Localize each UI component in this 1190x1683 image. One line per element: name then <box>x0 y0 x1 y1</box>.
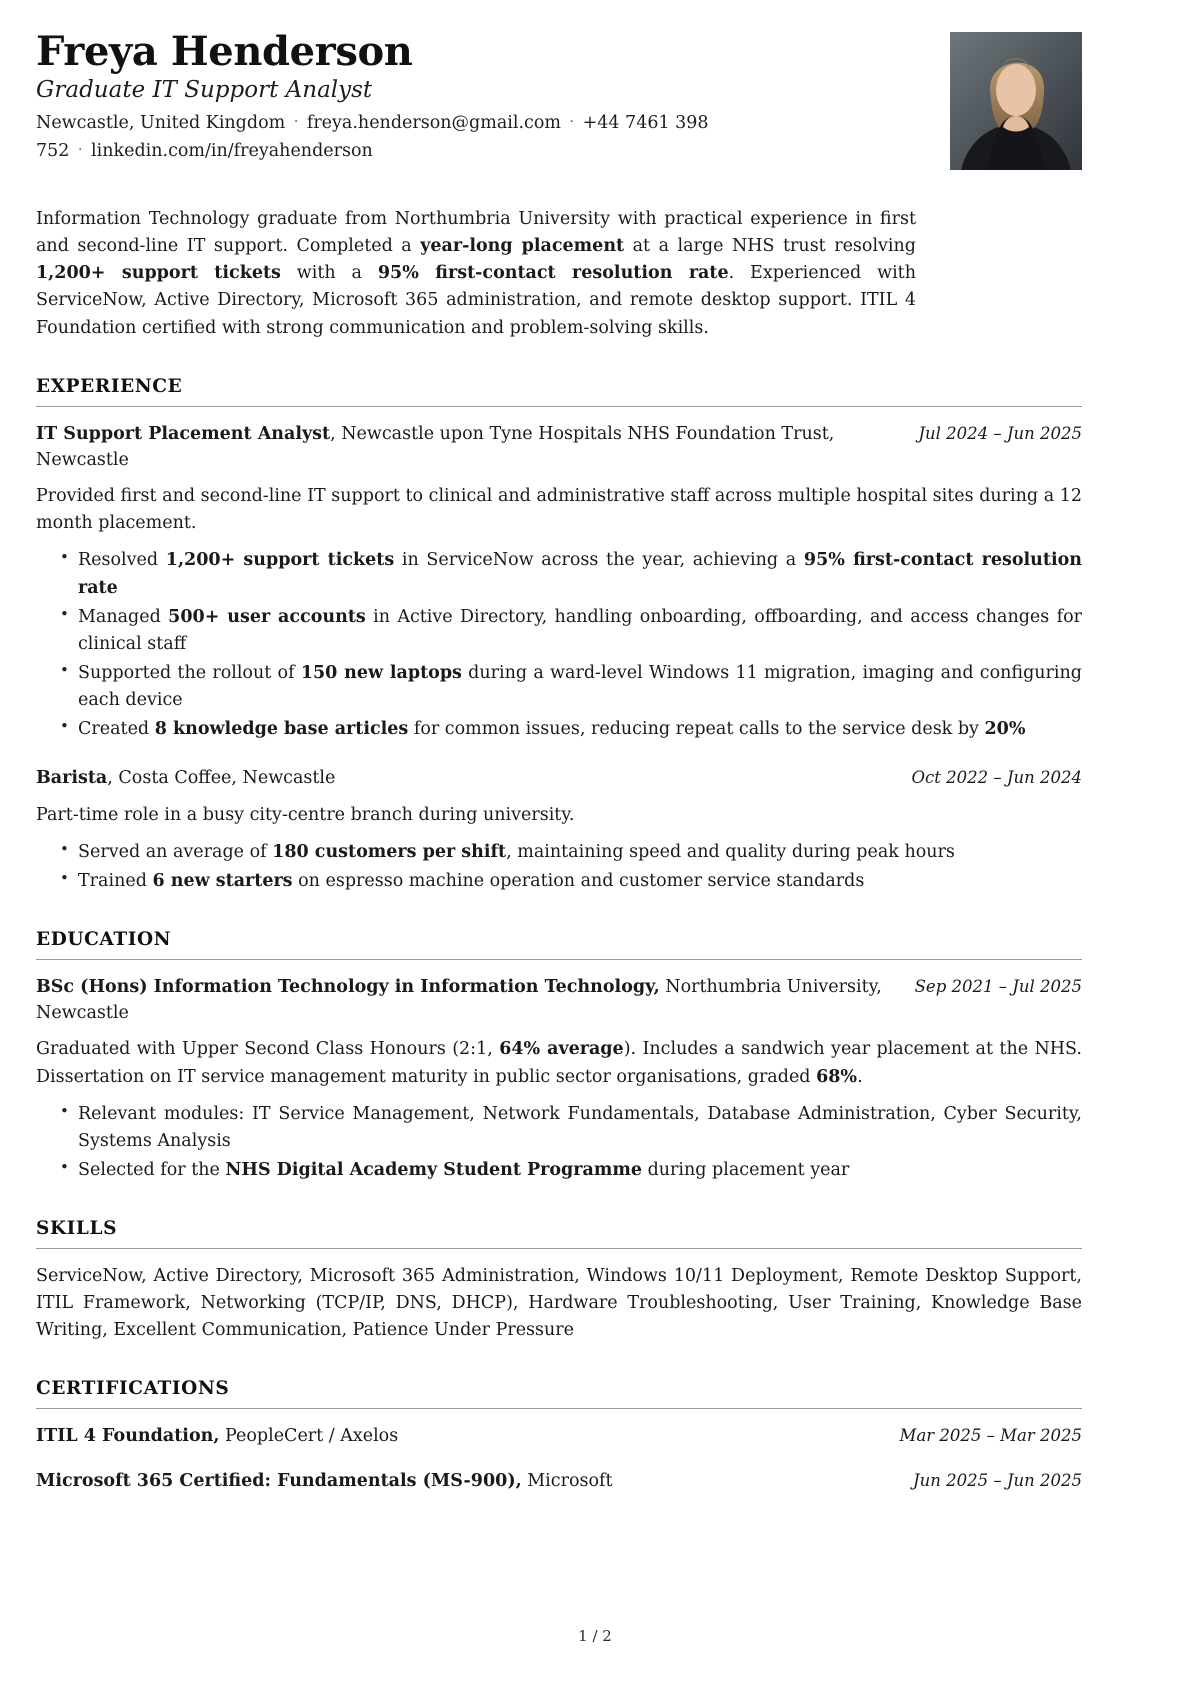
page-indicator: 1 / 2 <box>578 1627 612 1645</box>
body-text: , maintaining speed and quality during peak hours <box>506 841 955 862</box>
body-text: Supported the rollout of <box>78 662 301 683</box>
body-text: Part-time role in a busy city-centre branch during university. <box>36 804 575 825</box>
body-text: Microsoft <box>521 1470 613 1491</box>
professional-summary <box>36 206 916 342</box>
entry-date-range: Jul 2024 – Jun 2025 <box>918 423 1082 443</box>
list-item <box>58 660 1082 714</box>
body-text: during a ward-level Windows 11 migration, imaging and configuring each device <box>78 662 1082 710</box>
section-title-certifications: CERTIFICATIONS <box>36 1378 230 1400</box>
body-text: with a <box>280 263 378 284</box>
body-text: Graduated with Upper Second Class Honours (2:1, <box>36 1039 500 1060</box>
section-education <box>36 929 1082 1184</box>
section-divider <box>36 1408 1082 1409</box>
body-text: during placement year <box>642 1159 850 1180</box>
certification-row <box>36 1468 1082 1494</box>
entry-description <box>36 483 1082 537</box>
entry-date-range: Oct 2022 – Jun 2024 <box>911 768 1082 788</box>
section-title-skills: SKILLS <box>36 1218 118 1239</box>
body-text: Selected for the <box>78 1159 226 1180</box>
section-experience <box>36 376 1082 895</box>
entry-bullet-list <box>36 547 1082 743</box>
entry-description <box>36 1036 1082 1090</box>
emphasis-text: 8 knowledge base articles <box>154 719 409 740</box>
emphasis-text: IT Support Placement Analyst <box>36 423 331 444</box>
emphasis-text: 1,200+ support tickets <box>165 550 395 571</box>
certification-date-range: Jun 2025 – Jun 2025 <box>913 1470 1082 1490</box>
body-text: on espresso machine operation and customer service standards <box>292 870 865 891</box>
body-text: for common issues, reducing repeat calls to the service desk by <box>408 719 985 740</box>
resume-sections <box>36 376 1082 1184</box>
body-text: Created <box>78 719 155 740</box>
contact-line <box>36 110 746 164</box>
list-item <box>58 1101 1082 1155</box>
contact-separator-icon: · <box>77 141 83 158</box>
section-certifications <box>36 1378 1082 1494</box>
resume-entry <box>36 421 1082 744</box>
portrait-photo-icon <box>950 32 1082 170</box>
contact-separator-icon: · <box>569 114 574 131</box>
emphasis-text: ITIL 4 Foundation, <box>36 1426 220 1447</box>
section-title-education: EDUCATION <box>36 928 172 950</box>
emphasis-text: 6 new starters <box>152 870 293 891</box>
emphasis-text: 20% <box>984 719 1026 740</box>
section-title-experience: EXPERIENCE <box>36 375 183 397</box>
list-item <box>58 868 1082 895</box>
resume-entry <box>36 765 1082 895</box>
body-text: Trained <box>78 870 153 891</box>
contact-phone[interactable]: +44 7461 398 752 <box>36 113 709 161</box>
emphasis-text: year-long placement <box>420 236 625 257</box>
entry-header <box>36 765 1082 791</box>
emphasis-text: 95% first-contact resolution rate <box>78 550 1082 598</box>
avatar <box>950 32 1082 170</box>
body-text: Resolved <box>78 550 166 571</box>
list-item <box>58 716 1082 743</box>
body-text: at a large NHS trust resolving <box>624 236 916 257</box>
candidate-name: Freya Henderson <box>36 28 413 75</box>
entry-bullet-list <box>36 839 1082 895</box>
entry-title <box>36 421 900 474</box>
body-text: , Newcastle upon Tyne Hospitals NHS Foundation Trust, Newcastle <box>36 423 835 470</box>
entry-title <box>36 974 897 1027</box>
resume-entry <box>36 974 1082 1184</box>
emphasis-text: NHS Digital Academy Student Programme <box>225 1159 643 1180</box>
body-text: Information Technology graduate from Northumbria University with practical experience in first and second-line IT support. Completed a <box>36 209 916 257</box>
certification-name <box>36 1468 613 1494</box>
candidate-headline: Graduate IT Support Analyst <box>36 76 373 103</box>
emphasis-text: 500+ user accounts <box>168 606 366 627</box>
body-text: . Experienced with ServiceNow, Active Directory, Microsoft 365 administration, and remote desktop support. ITIL 4 Foundation certified with strong communication and problem-solving skills. <box>36 263 916 338</box>
body-text: in ServiceNow across the year, achieving a <box>394 550 804 571</box>
certification-date-range: Mar 2025 – Mar 2025 <box>899 1426 1082 1446</box>
emphasis-text: Microsoft 365 Certified: Fundamentals (MS-900), <box>36 1470 522 1491</box>
section-divider <box>36 959 1082 960</box>
section-divider <box>36 406 1082 407</box>
contact-linkedin[interactable]: linkedin.com/in/freyahenderson <box>91 140 373 161</box>
body-text: Managed <box>78 606 169 627</box>
certification-row <box>36 1423 1082 1449</box>
resume-header <box>36 30 1082 180</box>
entry-date-range: Sep 2021 – Jul 2025 <box>914 976 1082 996</box>
body-text: . <box>857 1066 863 1087</box>
contact-location: Newcastle, United Kingdom <box>36 113 286 134</box>
emphasis-text: BSc (Hons) Information Technology in Information Technology, <box>36 976 660 997</box>
emphasis-text: 68% <box>816 1066 858 1087</box>
emphasis-text: 150 new laptops <box>300 662 462 683</box>
body-text: Northumbria University, Newcastle <box>36 976 882 1024</box>
list-item <box>58 547 1082 601</box>
list-item <box>58 1157 1082 1184</box>
entry-title <box>36 765 894 791</box>
body-text: , Costa Coffee, Newcastle <box>107 768 336 789</box>
entry-header <box>36 974 1082 1027</box>
section-divider <box>36 1248 1082 1249</box>
body-text: ). Includes a sandwich year placement at the NHS. Dissertation on IT service management maturity in public sector organisations, graded <box>36 1039 1082 1087</box>
contact-email[interactable]: freya.henderson@gmail.com <box>306 113 561 134</box>
contact-separator-icon: · <box>293 114 299 131</box>
entry-header <box>36 421 1082 474</box>
emphasis-text: 95% first-contact resolution rate <box>377 263 729 284</box>
skills-list: ServiceNow, Active Directory, Microsoft 365 Administration, Windows 10/11 Deployment, Remote Desktop Support, ITIL Framework, Networking (TCP/IP, DNS, DHCP), Hardware Troubleshooting, User Training, Knowledge Base Writing, Excellent Communication, Patience Under Pressure <box>36 1266 1082 1341</box>
certification-name <box>36 1423 398 1449</box>
emphasis-text: Barista <box>36 768 108 789</box>
page-footer <box>0 1627 1190 1645</box>
body-text: Served an average of <box>78 841 273 862</box>
emphasis-text: 1,200+ support tickets <box>36 263 281 284</box>
body-text: Relevant modules: IT Service Management, Network Fundamentals, Database Administration, Cyber Security, Systems Analysis <box>78 1103 1082 1151</box>
section-skills <box>36 1218 1082 1344</box>
emphasis-text: 180 customers per shift <box>272 841 507 862</box>
certification-list <box>36 1423 1082 1494</box>
body-text: PeopleCert / Axelos <box>219 1426 399 1447</box>
entry-bullet-list <box>36 1101 1082 1184</box>
list-item <box>58 604 1082 658</box>
body-text: Provided first and second-line IT support to clinical and administrative staff across multiple hospital sites during a 12 month placement. <box>36 486 1082 534</box>
emphasis-text: 64% average <box>499 1039 624 1060</box>
entry-description <box>36 802 1082 829</box>
list-item <box>58 839 1082 866</box>
body-text: in Active Directory, handling onboarding, offboarding, and access changes for clinical staff <box>78 606 1082 654</box>
